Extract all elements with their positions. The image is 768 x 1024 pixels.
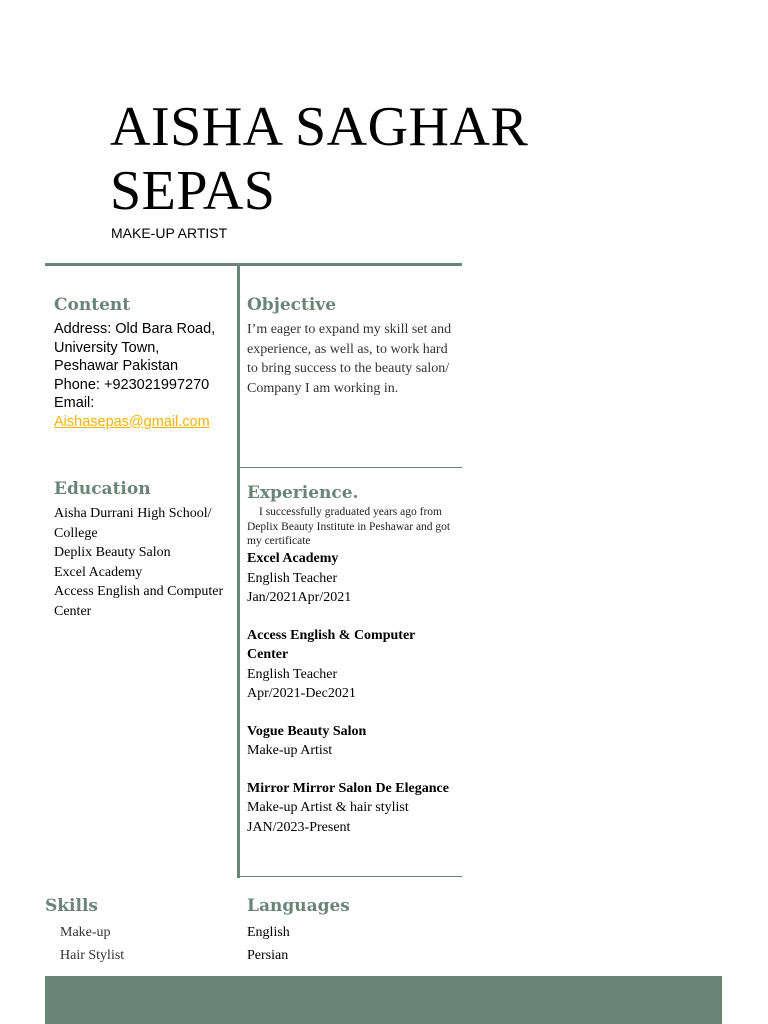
job-dates: Jan/2021Apr/2021	[247, 590, 352, 605]
languages-list	[247, 921, 290, 967]
job-company: Vogue Beauty Salon	[247, 723, 367, 739]
contact-details	[54, 320, 234, 431]
objective-text: I’m eager to expand my skill set and experience, as well as, to work hard to bring success to the beauty salon/ Company I am working in.	[247, 322, 452, 396]
name-line-1: AISHA SAGHAR	[110, 96, 529, 158]
job-company: Access English & Computer Center	[247, 627, 416, 662]
job-company: Excel Academy	[247, 551, 339, 566]
job-company: Mirror Mirror Salon De Elegance	[247, 780, 449, 796]
experience-divider	[239, 876, 462, 877]
job-dates: JAN/2023-Present	[247, 819, 351, 835]
education-item: Access English and Computer Center	[54, 584, 224, 619]
objective-divider	[239, 467, 462, 468]
experience-item	[247, 549, 457, 608]
job-role: English Teacher	[247, 666, 338, 682]
skills-heading: Skills	[45, 896, 99, 916]
email-label: Email:	[54, 395, 95, 411]
skill-item: Make-up	[60, 925, 111, 940]
skills-list	[60, 921, 124, 967]
header-divider	[45, 263, 462, 266]
address-line: University Town,	[54, 339, 160, 356]
skill-item: Hair Stylist	[60, 948, 125, 963]
education-heading: Education	[54, 479, 151, 499]
job-role: Make-up Artist & hair stylist	[247, 800, 409, 815]
experience-list	[247, 549, 457, 855]
job-title: MAKE-UP ARTIST	[111, 225, 228, 241]
experience-item	[247, 779, 457, 838]
languages-heading: Languages	[247, 896, 350, 916]
education-list	[54, 504, 234, 621]
job-dates: Apr/2021-Dec2021	[247, 686, 356, 701]
education-item: Aisha Durrani High School/ College	[54, 506, 212, 541]
language-item: English	[247, 925, 290, 940]
email-link[interactable]: Aishasepas@gmail.com	[54, 413, 210, 430]
job-role: English Teacher	[247, 570, 338, 586]
job-role: Make-up Artist	[247, 743, 333, 758]
experience-heading: Experience.	[247, 483, 359, 503]
address-line: Peshawar Pakistan	[54, 358, 179, 374]
language-item: Persian	[247, 948, 289, 963]
experience-item	[247, 626, 457, 704]
contact-heading: Content	[54, 295, 131, 315]
column-divider	[237, 264, 240, 878]
objective-heading: Objective	[247, 295, 337, 315]
candidate-name	[110, 95, 630, 223]
education-item: Excel Academy	[54, 564, 143, 580]
experience-intro: I successfully graduated years ago from Deplix Beauty Institute in Peshawar and got my certificate	[247, 506, 451, 547]
phone-number: Phone: +923021997270	[54, 376, 210, 393]
education-item: Deplix Beauty Salon	[54, 545, 171, 560]
address-line: Address: Old Bara Road,	[54, 321, 216, 337]
footer-bar	[45, 976, 722, 1024]
experience-item	[247, 722, 457, 761]
name-line-2: SEPAS	[110, 160, 276, 222]
